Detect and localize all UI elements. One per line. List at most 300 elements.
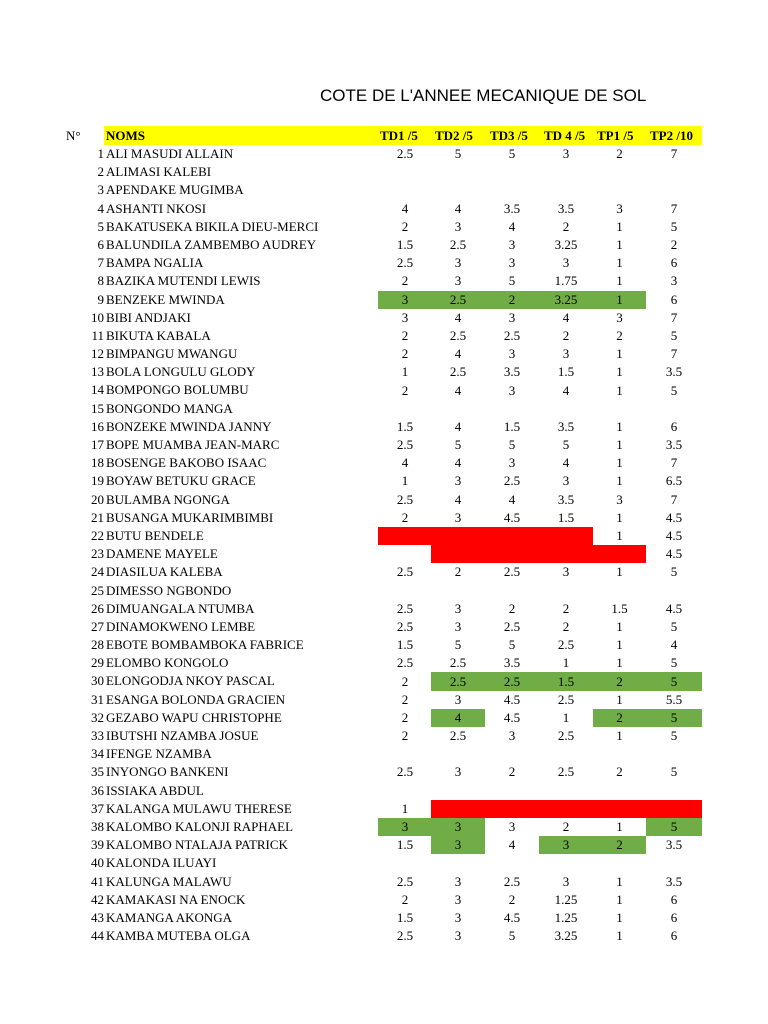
grade-cell-tp1: 1 (616, 528, 623, 544)
grade-cell-td2: 3 (454, 764, 462, 780)
row-number: 17 (91, 437, 104, 452)
grade-cell-tp1: 1 (616, 237, 623, 253)
row-number: 11 (91, 327, 104, 343)
grade-cell-td2: 5 (454, 146, 462, 162)
grade-cell-td4: 4 (562, 309, 570, 325)
grade-cell-tp2: 4.5 (665, 546, 683, 562)
grade-cell-tp2: 2 (670, 237, 678, 253)
table-row (0, 854, 768, 872)
grade-cell-tp2: 6 (670, 891, 678, 907)
grade-cell-tp2 (646, 745, 702, 763)
student-name: ASHANTI NKOSI (106, 200, 207, 216)
student-name: BIMPANGU MWANGU (106, 346, 238, 362)
grade-cell-td2: 3 (454, 473, 462, 489)
grade-cell-td1: 2 (401, 509, 409, 525)
grade-cell-tp1: 1 (616, 728, 623, 744)
grade-cell-td1 (378, 163, 432, 181)
grade-cell-td3: 3 (508, 455, 516, 471)
row-number: 7 (97, 255, 104, 271)
table-row (0, 563, 768, 581)
grade-cell-tp2: 4 (670, 637, 678, 653)
row-number: 24 (91, 564, 104, 580)
grade-cell-tp2: 5 (670, 327, 678, 343)
grade-cell-td1 (378, 527, 432, 545)
grade-cell-tp1: 2 (593, 709, 646, 727)
grade-cell-td1: 2.5 (396, 600, 414, 616)
student-name: BOMPONGO BOLUMBU (106, 382, 249, 398)
row-number: 6 (97, 236, 104, 252)
student-name: IFENGE NZAMBA (106, 746, 212, 762)
grade-cell-tp1 (593, 854, 646, 872)
student-name: ELOMBO KONGOLO (106, 655, 229, 671)
grade-cell-td4 (539, 854, 593, 872)
grade-cell-td2: 4 (454, 200, 462, 216)
row-number: 34 (91, 746, 104, 762)
student-name: BOYAW BETUKU GRACE (106, 473, 256, 489)
table-row (0, 436, 768, 454)
row-number: 37 (91, 800, 104, 816)
grade-cell-td2: 5 (454, 437, 462, 453)
grade-cell-td2: 4 (454, 418, 462, 434)
grade-cell-td3: 2.5 (503, 873, 521, 889)
table-row (0, 400, 768, 418)
grade-cell-tp1: 2 (593, 836, 646, 854)
grade-cell-td1: 1 (401, 473, 409, 489)
table-row (0, 891, 768, 909)
grade-cell-td2: 4 (454, 491, 462, 507)
grade-cell-tp2: 4.5 (665, 600, 683, 616)
grade-cell-td4: 2 (562, 600, 570, 616)
student-name: BIBI ANDJAKI (106, 309, 191, 325)
table-row (0, 381, 768, 399)
grade-cell-tp2: 3 (670, 273, 678, 289)
header-names: NOMS (106, 128, 145, 143)
table-row (0, 600, 768, 618)
table-row (0, 145, 768, 163)
grade-cell-td3: 4.5 (503, 709, 521, 725)
table-row (0, 418, 768, 436)
grade-cell-td4: 1.75 (554, 273, 578, 289)
grade-cell-td3: 4 (508, 491, 516, 507)
grade-cell-tp2: 5 (670, 564, 678, 580)
grade-cell-td2: 3 (454, 218, 462, 234)
grade-cell-td1: 2.5 (396, 491, 414, 507)
grade-cell-td3 (485, 745, 539, 763)
grade-cell-td4: 1.5 (557, 509, 575, 525)
grade-cell-td4: 3.5 (557, 418, 575, 434)
row-number: 21 (91, 509, 104, 525)
table-row (0, 272, 768, 290)
grade-cell-td1: 2.5 (396, 146, 414, 162)
grade-cell-tp2 (646, 163, 702, 181)
grade-cell-td1: 2.5 (396, 655, 414, 671)
grade-cell-td4: 3 (562, 346, 570, 362)
table-row (0, 763, 768, 781)
grade-cell-td4: 1.5 (557, 364, 575, 380)
grade-cell-tp2: 7 (670, 146, 678, 162)
table-row (0, 672, 768, 690)
grade-cell-tp2: 6 (670, 418, 678, 434)
grade-cell-td2: 3 (454, 618, 462, 634)
grade-cell-td4: 3 (562, 873, 570, 889)
table-row (0, 200, 768, 218)
grade-cell-td3: 2 (508, 891, 516, 907)
grade-cell-tp2: 5 (670, 728, 678, 744)
grade-cell-td3: 5 (508, 437, 516, 453)
grade-cell-td3 (485, 181, 539, 199)
row-number: 23 (91, 546, 104, 562)
table-row (0, 163, 768, 181)
grade-cell-tp2: 5 (646, 709, 702, 727)
row-number: 43 (91, 909, 104, 925)
grade-cell-td2: 4 (454, 455, 462, 471)
student-name: DAMENE MAYELE (106, 546, 218, 562)
row-number: 25 (91, 582, 104, 598)
student-name: ESANGA BOLONDA GRACIEN (106, 691, 286, 707)
table-row (0, 345, 768, 363)
grade-cell-td1: 4 (401, 455, 409, 471)
grade-cell-tp1: 2 (616, 146, 623, 162)
grade-cell-td2 (431, 745, 485, 763)
grade-cell-td3: 3 (508, 728, 516, 744)
student-name: GEZABO WAPU CHRISTOPHE (106, 709, 282, 725)
grade-cell-tp2 (646, 400, 702, 418)
grade-cell-td3 (485, 527, 539, 545)
grade-cell-td3 (485, 800, 539, 818)
student-name: BOLA LONGULU GLODY (106, 364, 256, 380)
student-name: KALANGA MULAWU THERESE (106, 800, 292, 816)
grade-cell-td2: 3 (431, 836, 485, 854)
row-number: 36 (91, 782, 104, 798)
grade-cell-td1: 1.5 (396, 237, 414, 253)
row-number: 26 (91, 600, 104, 616)
grade-cell-td1: 2 (401, 691, 409, 707)
grade-cell-tp2: 7 (670, 346, 678, 362)
grade-cell-td2: 3 (454, 273, 462, 289)
table-row (0, 181, 768, 199)
grade-cell-tp1: 3 (616, 200, 623, 216)
grade-cell-td1: 1.5 (396, 909, 414, 925)
grade-cell-td1: 3 (378, 291, 432, 309)
grade-cell-tp2: 6 (670, 291, 678, 307)
student-name: KAMAKASI NA ENOCK (106, 891, 246, 907)
grade-cell-td3: 2.5 (503, 327, 521, 343)
grade-cell-td4 (539, 181, 593, 199)
row-number: 32 (91, 709, 104, 725)
table-row (0, 836, 768, 854)
table-row (0, 472, 768, 490)
grade-cell-td2 (431, 527, 485, 545)
grade-cell-tp2: 7 (670, 200, 678, 216)
grade-cell-td3: 5 (508, 146, 516, 162)
grade-cell-td2 (431, 782, 485, 800)
grade-cell-td3: 4.5 (503, 691, 521, 707)
grade-cell-td1: 2.5 (396, 437, 414, 453)
row-number: 38 (91, 818, 104, 834)
grade-cell-tp2 (646, 800, 702, 818)
grade-cell-td4 (539, 782, 593, 800)
grade-cell-td3: 1.5 (503, 418, 521, 434)
grade-cell-td2: 4 (454, 382, 462, 398)
grade-cell-td4: 1.25 (554, 909, 578, 925)
grade-cell-tp1: 1 (616, 909, 623, 925)
grade-cell-tp2: 6.5 (665, 473, 683, 489)
grade-cell-tp1: 1 (616, 691, 623, 707)
table-row (0, 509, 768, 527)
grade-cell-td4: 4 (562, 382, 570, 398)
row-number: 27 (91, 618, 104, 634)
grade-cell-td2: 2 (454, 564, 462, 580)
grade-cell-tp2: 6 (670, 909, 678, 925)
grade-cell-tp1: 1 (593, 291, 646, 309)
grade-cell-tp2: 3.5 (665, 873, 683, 889)
row-number: 3 (97, 182, 104, 198)
student-name: APENDAKE MUGIMBA (106, 182, 244, 198)
student-name: IBUTSHI NZAMBA JOSUE (106, 728, 259, 743)
grade-cell-tp1: 1 (616, 928, 623, 944)
grade-cell-td2: 3 (454, 255, 462, 271)
grade-cell-td3: 2.5 (503, 618, 521, 634)
grade-cell-td2: 2.5 (431, 291, 485, 309)
grade-cell-tp1: 1 (616, 618, 623, 634)
grade-cell-td2: 4 (454, 309, 462, 325)
table-row (0, 709, 768, 727)
grade-cell-tp2 (646, 181, 702, 199)
grade-cell-td3: 2.5 (503, 473, 521, 489)
grade-cell-td2: 2.5 (449, 237, 467, 253)
grade-cell-td1: 2 (401, 382, 409, 398)
grade-cell-tp2 (646, 782, 702, 800)
grade-cell-td3: 4 (508, 218, 516, 234)
row-number: 5 (97, 218, 104, 234)
grade-cell-tp2: 5 (646, 672, 702, 690)
grade-cell-tp2 (646, 582, 702, 600)
table-row (0, 491, 768, 509)
row-number: 41 (91, 873, 104, 889)
student-name: KALOMBO NTALAJA PATRICK (106, 837, 288, 853)
grade-cell-tp1: 1 (616, 873, 623, 889)
grade-cell-td1: 2.5 (396, 764, 414, 780)
grade-cell-tp1: 1 (616, 255, 623, 271)
grade-cell-tp1 (593, 582, 646, 600)
student-name: KALUNGA MALAWU (106, 873, 232, 889)
grade-cell-td2: 3 (454, 909, 462, 925)
grade-cell-td1: 2 (401, 728, 409, 744)
student-name: BALUNDILA ZAMBEMBO AUDREY (106, 236, 317, 252)
grade-cell-td3 (485, 163, 539, 181)
grade-cell-td4: 2.5 (557, 637, 575, 653)
grade-cell-td2: 5 (454, 637, 462, 653)
grade-cell-tp2: 7 (670, 309, 678, 325)
grade-cell-td3: 2 (508, 764, 516, 780)
grade-cell-td3: 3 (508, 309, 516, 325)
grade-cell-td3: 3 (508, 346, 516, 362)
grade-cell-tp2: 5 (670, 655, 678, 671)
grade-cell-tp1: 1.5 (611, 600, 628, 616)
row-number: 9 (97, 291, 104, 307)
student-name: BOPE MUAMBA JEAN-MARC (106, 437, 280, 452)
table-row (0, 745, 768, 763)
grade-cell-td1: 3 (378, 818, 432, 836)
grade-cell-td4: 3 (562, 146, 570, 162)
table-row (0, 727, 768, 745)
row-number: 16 (91, 418, 104, 434)
header-td3: TD3 /5 (490, 128, 528, 143)
student-name: ALIMASI KALEBI (106, 164, 212, 180)
grade-cell-tp1 (593, 163, 646, 181)
grade-cell-td3: 5 (508, 928, 516, 944)
student-name: BONZEKE MWINDA JANNY (106, 418, 272, 434)
grade-cell-td3: 3.5 (503, 200, 521, 216)
grade-cell-td1: 2 (401, 218, 409, 234)
grade-cell-td3: 2 (485, 291, 539, 309)
grade-cell-td4: 3.25 (554, 928, 578, 944)
grade-cell-td4: 1 (562, 709, 570, 725)
grade-cell-td1: 1.5 (396, 418, 414, 434)
table-row (0, 254, 768, 272)
grade-cell-td4: 2 (562, 218, 570, 234)
row-number: 2 (97, 164, 104, 180)
grade-cell-td4 (539, 800, 593, 818)
grade-cell-td1: 3 (401, 309, 409, 325)
grade-cell-td3 (485, 582, 539, 600)
student-name: BULAMBA NGONGA (106, 491, 230, 507)
grade-cell-td1 (378, 745, 432, 763)
grade-cell-td1: 2.5 (396, 873, 414, 889)
table-row (0, 636, 768, 654)
grade-cell-tp1: 1 (616, 418, 623, 434)
table-row (0, 363, 768, 381)
grade-cell-td3 (485, 854, 539, 872)
grade-cell-tp1: 2 (593, 672, 646, 690)
grade-cell-td2 (431, 400, 485, 418)
grade-cell-td3: 2 (508, 600, 516, 616)
row-number: 40 (91, 855, 104, 871)
grade-cell-td2 (431, 582, 485, 600)
grade-cell-tp2 (646, 854, 702, 872)
grade-cell-td1: 1.5 (396, 637, 414, 653)
student-name: BOSENGE BAKOBO ISAAC (106, 455, 267, 471)
grade-cell-tp2: 4.5 (665, 528, 683, 544)
grade-cell-td3: 3 (508, 819, 516, 835)
grade-cell-tp2: 3.5 (665, 437, 683, 453)
grade-cell-td4: 3 (539, 836, 593, 854)
table-row (0, 309, 768, 327)
row-number: 12 (91, 346, 104, 362)
grade-cell-tp1: 1 (616, 637, 623, 653)
header-tp2: TP2 /10 (650, 128, 693, 143)
student-name: KAMANGA AKONGA (106, 909, 233, 925)
grade-cell-td2: 3 (431, 818, 485, 836)
row-number: 20 (91, 491, 104, 507)
row-number: 42 (91, 891, 104, 907)
grade-cell-td4 (539, 527, 593, 545)
grade-cell-tp1: 1 (616, 273, 623, 289)
student-name: BIKUTA KABALA (106, 327, 211, 343)
header-td4: TD 4 /5 (544, 128, 586, 143)
grade-cell-td2: 2.5 (449, 655, 467, 671)
table-row (0, 800, 768, 818)
grade-cell-td2: 4 (454, 346, 462, 362)
grade-cell-tp1: 2 (616, 764, 623, 780)
grade-cell-tp1: 1 (616, 382, 623, 398)
student-name: DIMESSO NGBONDO (106, 582, 232, 598)
grade-cell-tp1: 1 (616, 437, 623, 453)
row-number: 39 (91, 837, 104, 853)
student-name: BAZIKA MUTENDI LEWIS (106, 273, 261, 289)
grade-cell-td3: 2.5 (485, 672, 539, 690)
student-name: BAMPA NGALIA (106, 255, 204, 271)
grade-cell-td2 (431, 545, 485, 563)
row-number: 19 (91, 473, 104, 489)
table-row (0, 527, 768, 545)
grade-cell-tp2: 7 (670, 491, 678, 507)
row-number: 18 (91, 455, 104, 471)
table-row (0, 873, 768, 891)
student-name: BONGONDO MANGA (106, 400, 233, 416)
grade-cell-td4: 3.25 (554, 237, 578, 253)
grade-cell-td4: 3 (562, 255, 570, 271)
grade-cell-td4: 2.5 (557, 728, 575, 744)
grade-cell-td1: 2.5 (396, 928, 414, 944)
grade-cell-tp2: 6 (670, 928, 678, 944)
grade-cell-td4 (539, 745, 593, 763)
row-number: 33 (91, 728, 104, 743)
grade-cell-td3: 3 (508, 255, 516, 271)
grade-cell-td1: 2.5 (396, 618, 414, 634)
grade-cell-tp2: 7 (670, 455, 678, 471)
row-number: 29 (91, 655, 104, 671)
grade-cell-td2: 2.5 (431, 672, 485, 690)
grades-table (0, 145, 768, 945)
grade-cell-td4: 2.5 (557, 764, 575, 780)
grade-cell-td4: 2 (562, 618, 570, 634)
table-row (0, 327, 768, 345)
grade-cell-td1: 2 (401, 346, 409, 362)
grade-cell-tp1 (593, 782, 646, 800)
grade-cell-td2: 3 (454, 928, 462, 944)
table-row (0, 782, 768, 800)
grade-cell-td1 (378, 854, 432, 872)
student-name: DIASILUA KALEBA (106, 564, 223, 580)
grade-cell-tp1: 1 (616, 655, 623, 671)
grade-cell-td4 (539, 400, 593, 418)
grade-cell-td4: 2 (562, 819, 570, 835)
grade-cell-td1: 2.5 (396, 255, 414, 271)
header-td2: TD2 /5 (435, 128, 473, 143)
grade-cell-td1: 1 (401, 364, 409, 380)
table-row (0, 582, 768, 600)
grade-cell-td4: 1.25 (554, 891, 578, 907)
grade-cell-td3: 4 (508, 837, 516, 853)
grade-cell-tp2: 3.5 (665, 364, 683, 380)
grade-cell-td2 (431, 163, 485, 181)
grade-cell-tp2: 5 (670, 618, 678, 634)
table-row (0, 818, 768, 836)
row-number: 15 (91, 400, 104, 416)
grade-cell-td4: 3 (562, 473, 570, 489)
row-number: 35 (91, 764, 104, 780)
grade-cell-tp1: 1 (616, 455, 623, 471)
grade-cell-td2: 2.5 (449, 327, 467, 343)
grade-cell-td3: 3.5 (503, 364, 521, 380)
grade-cell-td3 (485, 782, 539, 800)
grade-cell-td4 (539, 582, 593, 600)
grade-cell-td4 (539, 163, 593, 181)
grade-cell-tp2: 5 (670, 764, 678, 780)
grade-cell-td4: 1 (562, 655, 570, 671)
row-number: 8 (97, 273, 104, 289)
